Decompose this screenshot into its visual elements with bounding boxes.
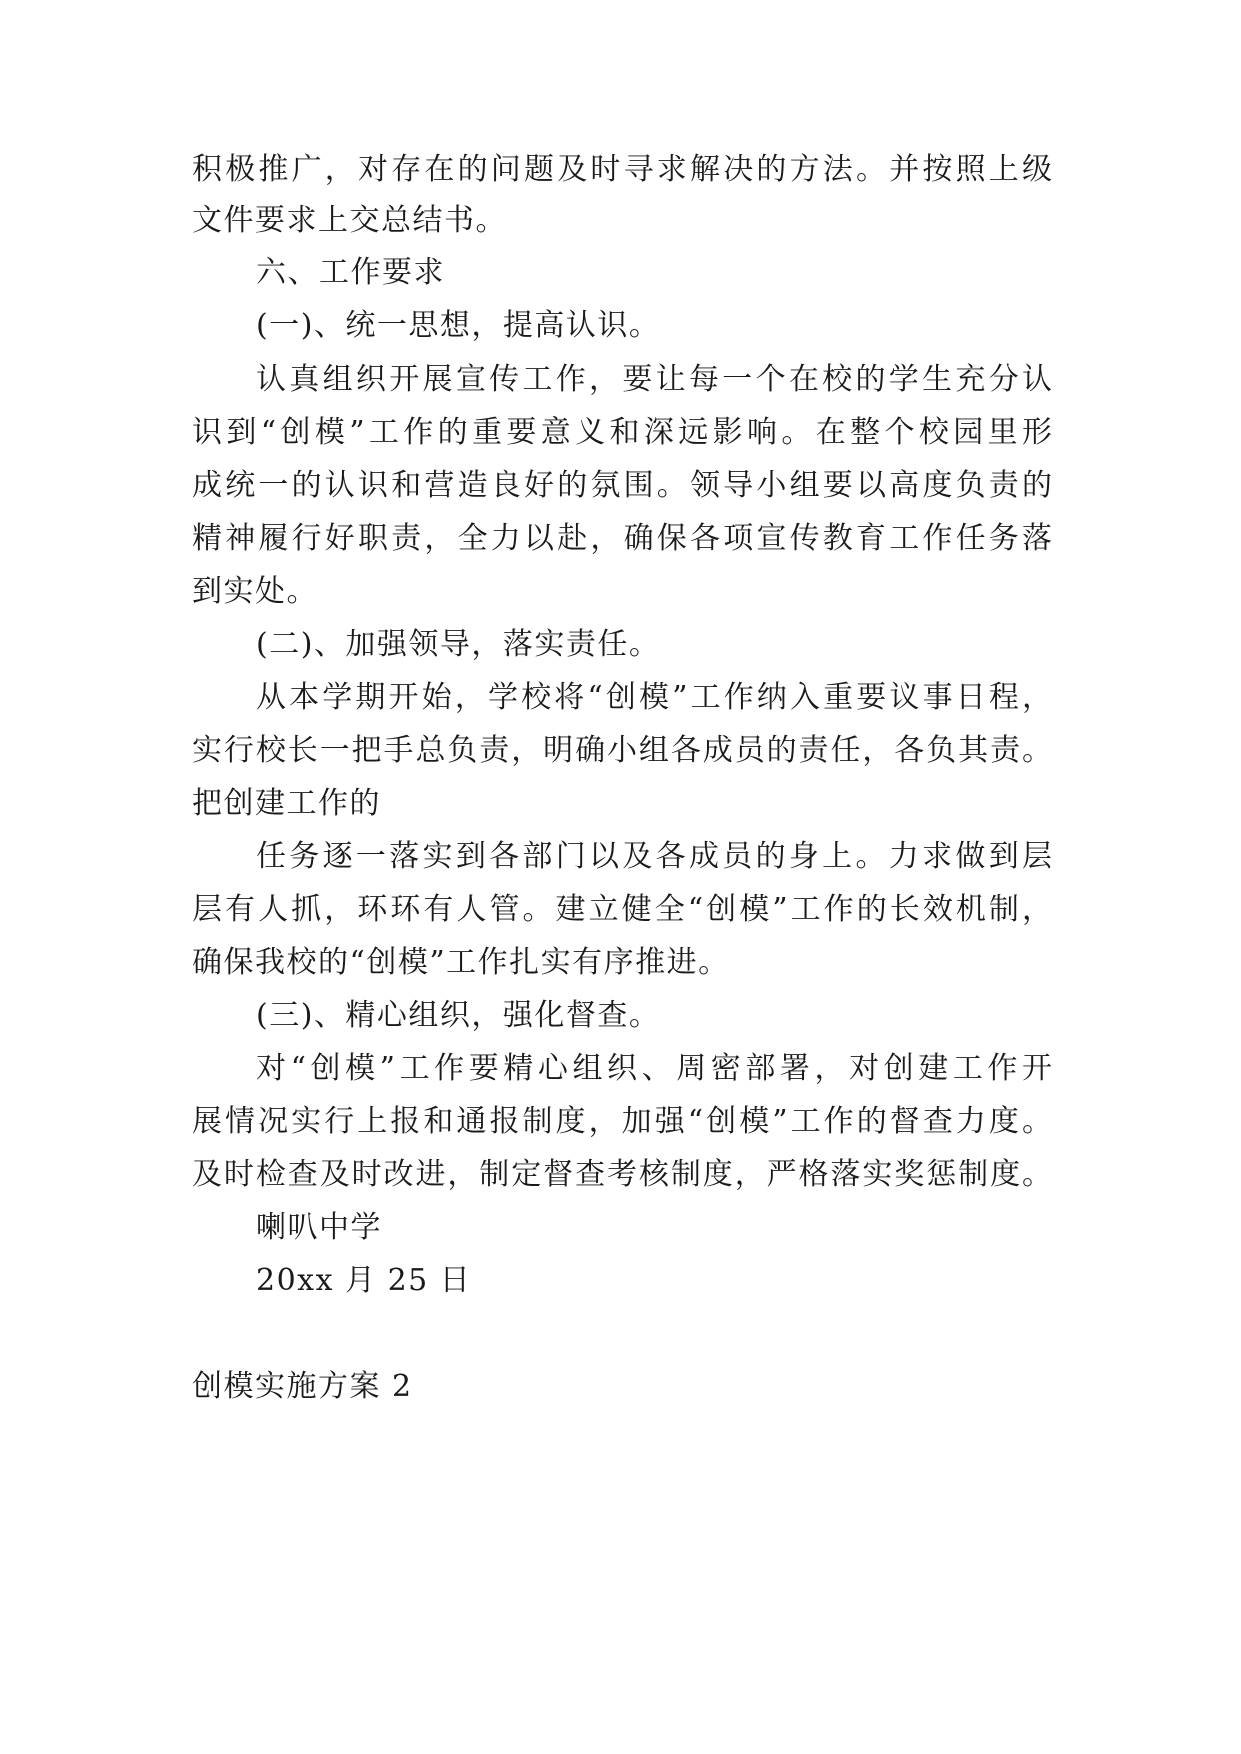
- next-section-title: 创模实施方案 2: [192, 1369, 413, 1404]
- body-text-line: 精神履行好职责，全力以赴，确保各项宣传教育工作任务落: [192, 521, 1052, 556]
- body-text-line: 对“创模”工作要精心组织、周密部署，对创建工作开: [256, 1051, 1052, 1086]
- subsection-heading: (一)、统一思想，提高认识。: [256, 308, 661, 343]
- subsection-heading: (二)、加强领导，落实责任。: [256, 627, 661, 662]
- body-text-line: 展情况实行上报和通报制度，加强“创模”工作的督查力度。: [192, 1104, 1052, 1139]
- body-text-line: 识到“创模”工作的重要意义和深远影响。在整个校园里形: [192, 415, 1052, 450]
- body-text-line: 把创建工作的: [192, 786, 381, 821]
- signature-date: 20xx 月 25 日: [256, 1263, 472, 1298]
- body-text-line: 及时检查及时改进，制定督查考核制度，严格落实奖惩制度。: [192, 1157, 1052, 1192]
- body-text-line: 认真组织开展宣传工作，要让每一个在校的学生充分认: [256, 362, 1052, 397]
- body-text-line: 成统一的认识和营造良好的氛围。领导小组要以高度负责的: [192, 468, 1052, 503]
- body-text-line: 到实处。: [192, 574, 318, 609]
- body-text-line: 文件要求上交总结书。: [192, 203, 507, 238]
- body-text-line: 实行校长一把手总负责，明确小组各成员的责任，各负其责。: [192, 733, 1052, 768]
- signature-school-name: 喇叭中学: [256, 1210, 382, 1245]
- body-text-line: 任务逐一落实到各部门以及各成员的身上。力求做到层: [256, 839, 1052, 874]
- section-heading: 六、工作要求: [256, 255, 445, 290]
- body-text-line: 确保我校的“创模”工作扎实有序推进。: [192, 945, 730, 980]
- body-text-line: 层有人抓，环环有人管。建立健全“创模”工作的长效机制，: [192, 892, 1052, 927]
- body-text-line: 积极推广，对存在的问题及时寻求解决的方法。并按照上级: [192, 152, 1052, 187]
- subsection-heading: (三)、精心组织，强化督查。: [256, 998, 661, 1033]
- body-text-line: 从本学期开始，学校将“创模”工作纳入重要议事日程，: [256, 680, 1052, 715]
